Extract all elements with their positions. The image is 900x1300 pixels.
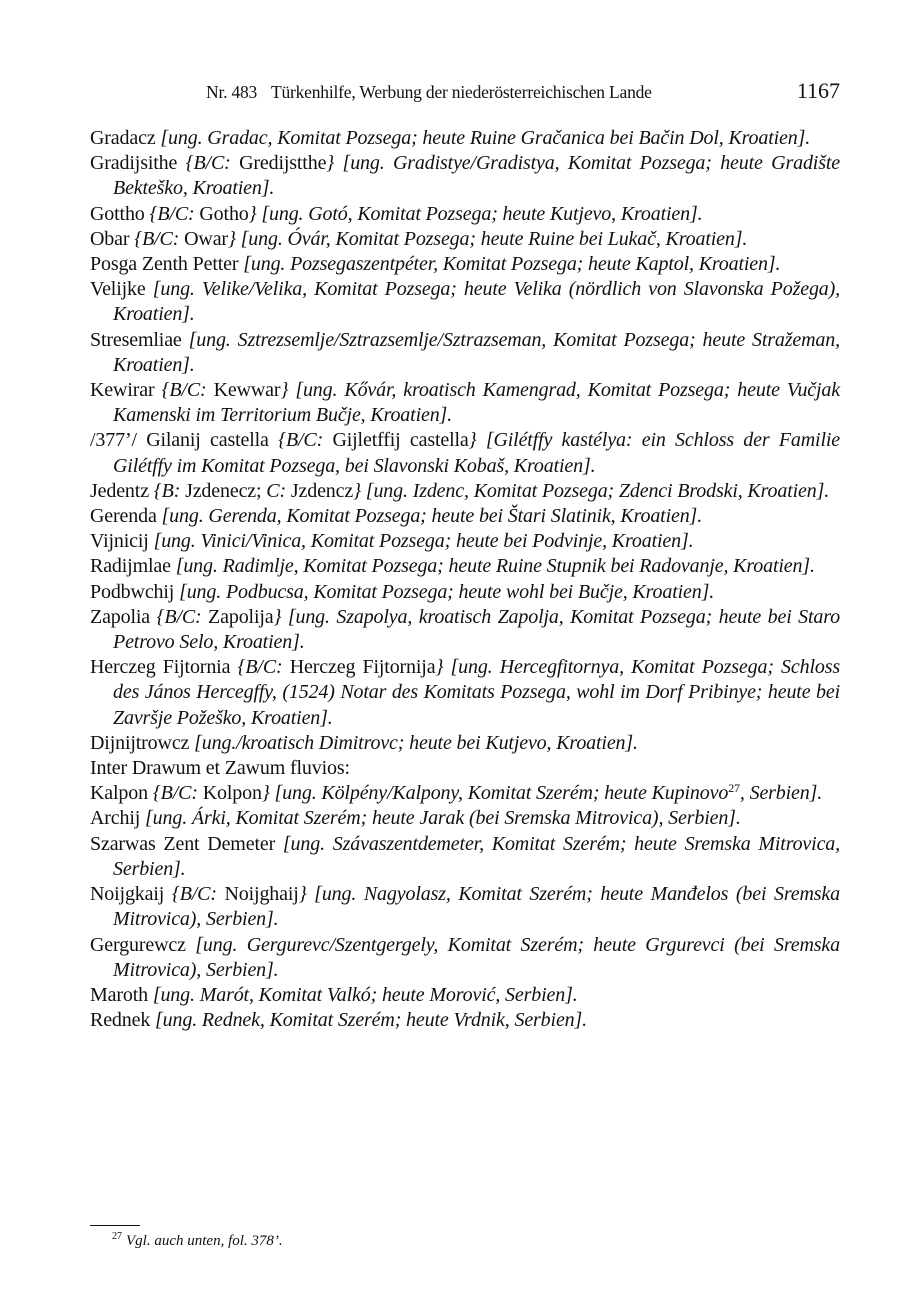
source-text: Gottho xyxy=(90,202,150,225)
list-entry xyxy=(90,428,840,478)
annotation-text: {B/C: xyxy=(185,152,240,175)
list-entry xyxy=(90,580,840,605)
source-text: /377’/ Gilanij castella xyxy=(90,429,279,452)
annotation-text: } [ung. Hercegfitornya, Komitat Pozsega; Schloss des János Hercegffy, (1524) Notar des Komitats Pozsega, wohl im Dorf Pribinye; heute bei Završje Požeško, Kroatien]. xyxy=(113,656,840,729)
annotation-text: [ung. Velike/Velika, Komitat Pozsega; heute Velika (nördlich von Slavonska Požega), Kroatien]. xyxy=(113,278,841,326)
annotation-text: } [ung. Óvár, Komitat Pozsega; heute Ruine bei Lukač, Kroatien]. xyxy=(227,227,748,250)
document-title: Türkenhilfe, Werbung der niederösterreichischen Lande xyxy=(270,82,652,102)
place-name-list xyxy=(90,126,840,1033)
annotation-text: [ung. Szávaszentdemeter, Komitat Szerém; heute Sremska Mitrovica, Serbien]. xyxy=(113,832,840,880)
annotation-text: [ung. Sztrezsemlje/Sztrazsemlje/Sztrazseman, Komitat Pozsega; heute Stražeman, Kroatien]. xyxy=(113,328,840,376)
source-text: Dijnijtrowcz xyxy=(90,731,195,754)
footnote-text: Vgl. auch unten, fol. 378’. xyxy=(126,1233,283,1249)
annotation-text: C: xyxy=(266,479,291,502)
list-entry xyxy=(90,277,840,327)
running-title xyxy=(206,82,652,103)
source-text: Gergurewcz xyxy=(90,933,196,956)
annotation-text: [ung. Gerenda, Komitat Pozsega; heute bei Štari Slatinik, Kroatien]. xyxy=(161,505,703,528)
annotation-text: [ung. Marót, Komitat Valkó; heute Morović, Serbien]. xyxy=(152,983,578,1006)
source-text: Archij xyxy=(90,807,146,830)
source-text: Kewwar xyxy=(213,379,281,402)
source-text: Noijghaij xyxy=(224,883,299,906)
list-entry xyxy=(90,933,840,983)
annotation-text: [ung. Árki, Komitat Szerém; heute Jarak (bei Sremska Mitrovica), Serbien]. xyxy=(145,807,741,830)
list-entry xyxy=(90,378,840,428)
source-text: Jzdenecz; xyxy=(185,479,267,502)
list-entry xyxy=(90,479,840,504)
annotation-text: } [Gilétffy kastélya: ein Schloss der Familie Gilétffy im Komitat Pozsega, bei Slavonski Kobaš, Kroatien]. xyxy=(113,429,840,477)
list-entry xyxy=(90,529,840,554)
source-text: Gradacz xyxy=(90,127,161,149)
source-text: Kolpon xyxy=(202,782,262,805)
list-entry xyxy=(90,832,840,882)
annotation-text: {B/C: xyxy=(134,227,185,250)
source-text: Gijletffij castella xyxy=(332,429,469,452)
source-text: Jzdencz xyxy=(290,479,354,502)
list-entry xyxy=(90,1008,840,1033)
source-text: Posga Zenth Petter xyxy=(90,253,244,276)
annotation-text: {B: xyxy=(153,479,186,502)
list-entry xyxy=(90,806,840,831)
list-entry xyxy=(90,126,840,151)
annotation-text: [ung. Radimlje, Komitat Pozsega; heute Ruine Stupnik bei Radovanje, Kroatien]. xyxy=(175,555,815,578)
list-entry xyxy=(90,756,840,781)
annotation-text: , Serbien]. xyxy=(739,782,823,805)
list-entry xyxy=(90,781,840,806)
source-text: Obar xyxy=(90,227,135,250)
source-text: Kalpon xyxy=(90,782,153,805)
source-text: Gerenda xyxy=(90,505,162,528)
annotation-text: [ung. Gradac, Komitat Pozsega; heute Ruine Gračanica bei Bačin Dol, Kroatien]. xyxy=(160,127,811,149)
footnote-reference: 27 xyxy=(728,781,740,796)
annotation-text: } [ung. Szapolya, kroatisch Zapolja, Komitat Pozsega; heute bei Staro Petrovo Selo, Kroatien]. xyxy=(113,605,840,654)
list-entry xyxy=(90,983,840,1008)
annotation-text: {B/C: xyxy=(149,202,200,225)
source-text: Velijke xyxy=(90,278,153,301)
annotation-text: } [ung. Gradistye/Gradistya, Komitat Pozsega; heute Gradište Bekteško, Kroatien]. xyxy=(113,152,840,200)
annotation-text: [ung. Gergurevc/Szentgergely, Komitat Szerém; heute Grgurevci (bei Sremska Mitrovica), Serbien]. xyxy=(113,933,840,981)
source-text: Herczeg Fijtornia xyxy=(90,656,238,679)
source-text: Noijgkaij xyxy=(90,883,172,906)
list-entry xyxy=(90,504,840,529)
source-text: Herczeg Fijtornija xyxy=(289,656,436,679)
annotation-text: [ung. Pozsegaszentpéter, Komitat Pozsega; heute Kaptol, Kroatien]. xyxy=(243,253,781,276)
footnote-divider xyxy=(90,1225,140,1226)
source-text: Gotho xyxy=(199,202,249,225)
source-text: Podbwchij xyxy=(90,580,180,603)
source-text: Szarwas Zent Demeter xyxy=(90,832,283,855)
annotation-text: } [ung. Izdenc, Komitat Pozsega; Zdenci Brodski, Kroatien]. xyxy=(353,479,830,502)
footnote-number: 27 xyxy=(112,1231,122,1242)
annotation-text: [ung. Vinici/Vinica, Komitat Pozsega; heute bei Podvinje, Kroatien]. xyxy=(153,530,694,553)
annotation-text: {B/C: xyxy=(161,379,214,402)
list-entry xyxy=(90,731,840,756)
list-entry xyxy=(90,328,840,378)
source-text: Jedentz xyxy=(90,479,154,502)
list-entry xyxy=(90,882,840,932)
annotation-text: {B/C: xyxy=(171,883,225,906)
source-text: Stresemliae xyxy=(90,328,189,351)
source-text: Radijmlae xyxy=(90,555,176,578)
source-text: Vijnicij xyxy=(90,530,154,553)
document-number: Nr. 483 xyxy=(206,82,258,102)
list-entry xyxy=(90,151,840,201)
annotation-text: {B/C: xyxy=(237,656,290,679)
running-header xyxy=(90,78,840,108)
annotation-text: {B/C: xyxy=(156,605,209,628)
annotation-text: [ung. Podbucsa, Komitat Pozsega; heute wohl bei Bučje, Kroatien]. xyxy=(179,580,715,603)
source-text: Maroth xyxy=(90,983,153,1006)
annotation-text: } [ung. Kővár, kroatisch Kamengrad, Komitat Pozsega; heute Vučjak Kamenski im Territorium Bučje, Kroatien]. xyxy=(113,379,841,427)
source-text: Zapolia xyxy=(90,605,157,628)
annotation-text: {B/C: xyxy=(152,782,203,805)
list-entry xyxy=(90,227,840,252)
source-text: Kewirar xyxy=(90,379,162,402)
annotation-text: } [ung. Nagyolasz, Komitat Szerém; heute Manđelos (bei Sremska Mitrovica), Serbien]. xyxy=(113,883,840,931)
list-entry xyxy=(90,605,840,655)
source-text: Owar xyxy=(184,227,228,250)
source-text: Gradijsithe xyxy=(90,152,186,175)
annotation-text: } [ung. Gotó, Komitat Pozsega; heute Kutjevo, Kroatien]. xyxy=(248,202,703,225)
source-text: Rednek xyxy=(90,1009,156,1032)
source-text: Zapolija xyxy=(208,605,274,628)
source-text: Inter Drawum et Zawum fluvios: xyxy=(90,757,350,780)
page-number: 1167 xyxy=(796,78,840,103)
annotation-text: } [ung. Kölpény/Kalpony, Komitat Szerém; heute Kupinovo xyxy=(261,782,729,805)
source-text: Gredijstthe xyxy=(239,152,327,175)
annotation-text: [ung./kroatisch Dimitrovc; heute bei Kutjevo, Kroatien]. xyxy=(194,731,638,754)
list-entry xyxy=(90,655,840,731)
list-entry xyxy=(90,554,840,579)
list-entry xyxy=(90,252,840,277)
annotation-text: {B/C: xyxy=(278,429,333,452)
footnote xyxy=(112,1233,283,1250)
annotation-text: [ung. Rednek, Komitat Szerém; heute Vrdnik, Serbien]. xyxy=(155,1009,587,1032)
list-entry xyxy=(90,202,840,227)
